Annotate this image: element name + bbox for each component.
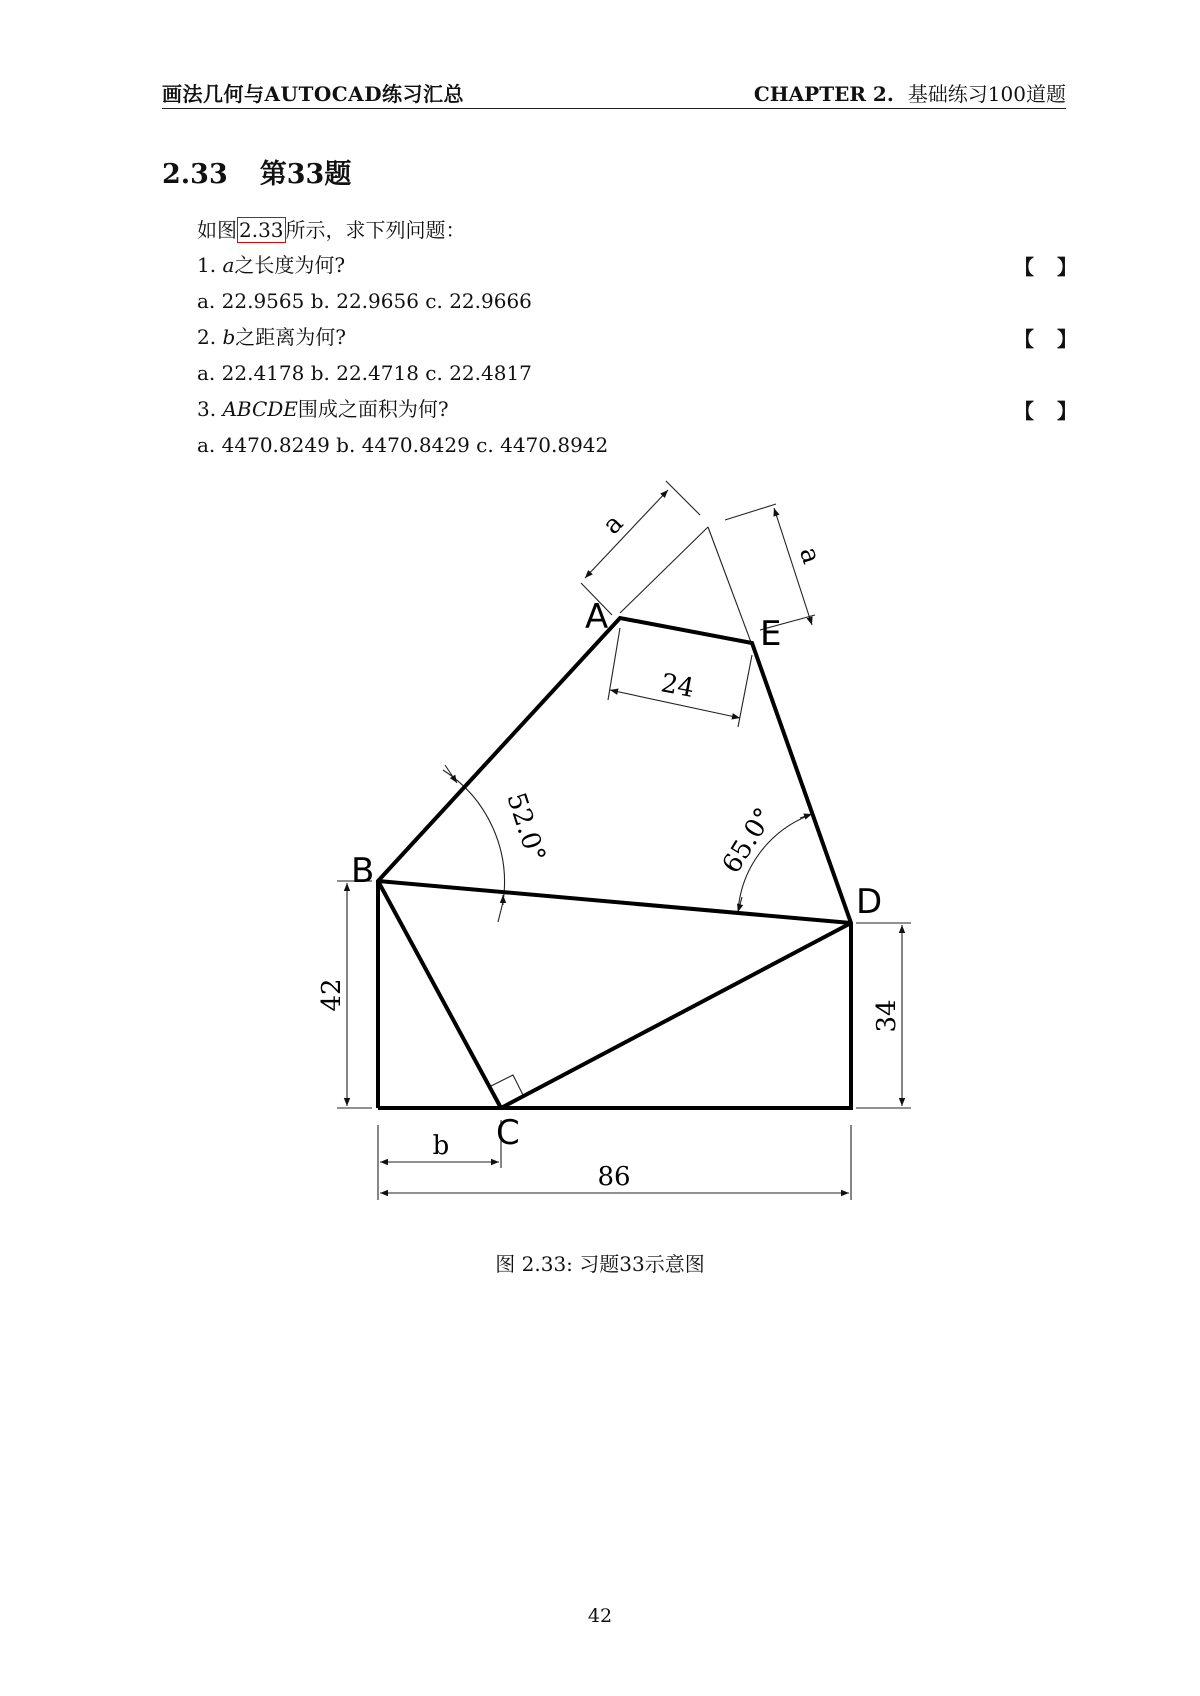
point-label-a: A <box>585 597 609 637</box>
chapter-title: 基础练习100道题 <box>907 82 1066 106</box>
question-number: 3. <box>197 397 223 421</box>
figure-ref-link[interactable]: 2.33 <box>239 218 284 242</box>
page-number: 42 <box>587 1605 613 1627</box>
figure-caption: 图 2.33: 习题33示意图 <box>495 1252 705 1276</box>
dim-label-24: 24 <box>658 668 697 705</box>
question-text: 围成之面积为何? <box>297 397 449 421</box>
dim-label-42: 42 <box>317 978 347 1012</box>
dimension-lines <box>347 490 902 1193</box>
question-text: 之距离为何? <box>235 325 346 349</box>
question-variable: a <box>222 253 235 277</box>
options-1: a. 22.9565 b. 22.9656 c. 22.9666 <box>197 289 532 313</box>
chapter-number: CHAPTER 2. <box>753 82 894 106</box>
book-title: 画法几何与AUTOCAD练习汇总 <box>162 82 465 106</box>
dim-label-angle-d: 65.0° <box>716 802 780 879</box>
question-variable: ABCDE <box>222 397 298 421</box>
answer-bracket-2: 【 】 <box>1014 327 1085 351</box>
point-label-b: B <box>351 851 375 891</box>
point-label-c: C <box>496 1113 520 1153</box>
options-3: a. 4470.8249 b. 4470.8429 c. 4470.8942 <box>197 433 609 457</box>
dim-label-34: 34 <box>872 999 902 1033</box>
intro-suffix: 所示，求下列问题： <box>285 218 466 242</box>
question-number: 1. <box>197 253 223 277</box>
dim-label-angle-b: 52.0° <box>500 789 551 866</box>
construction-lines <box>337 481 911 1200</box>
point-label-e: E <box>760 614 782 654</box>
question-number: 2. <box>197 325 223 349</box>
dim-label-86: 86 <box>597 1162 631 1192</box>
dim-label-a-right: a <box>792 543 827 568</box>
point-label-d: D <box>856 882 883 922</box>
dim-label-a-left: a <box>597 508 630 541</box>
answer-bracket-1: 【 】 <box>1014 255 1085 279</box>
dim-label-b: b <box>432 1131 450 1161</box>
question-variable: b <box>222 325 236 349</box>
answer-bracket-3: 【 】 <box>1014 399 1085 423</box>
section-name: 第33题 <box>259 159 352 190</box>
section-number: 2.33 <box>162 159 228 190</box>
options-2: a. 22.4178 b. 22.4718 c. 22.4817 <box>197 361 532 385</box>
question-text: 之长度为何? <box>234 253 346 277</box>
intro-prefix: 如图 <box>197 218 237 242</box>
